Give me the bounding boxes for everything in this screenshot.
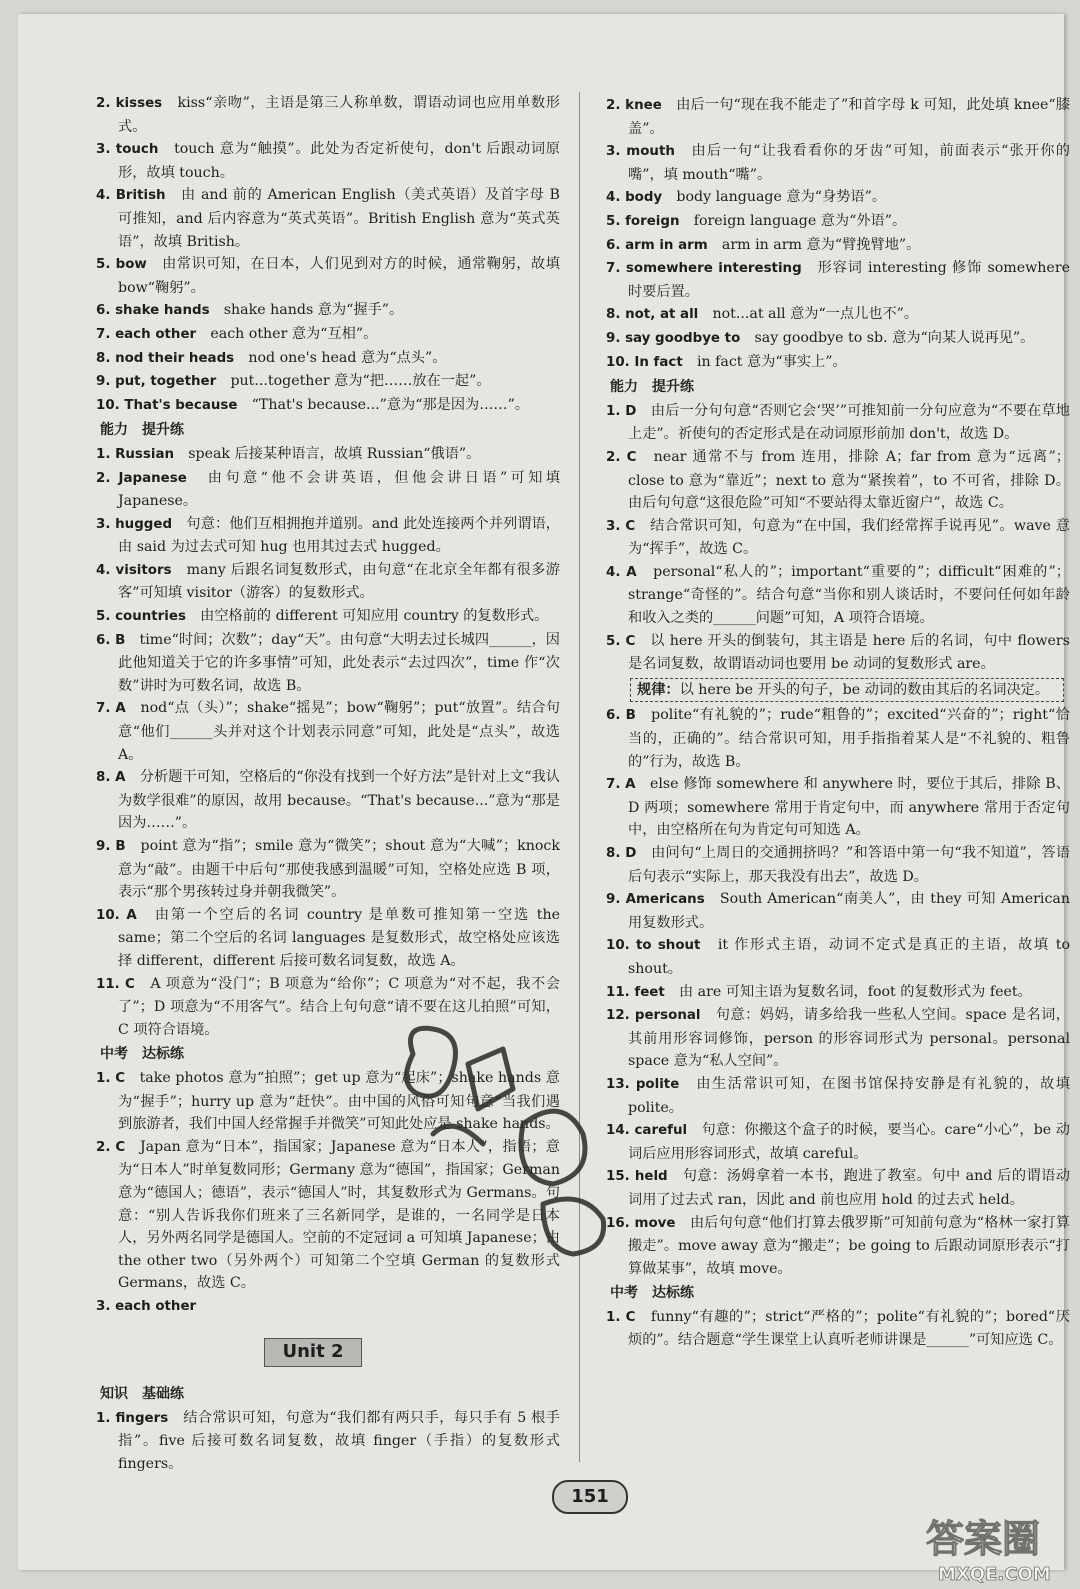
answer-entry (592, 1212, 1070, 1281)
answer-number: 5. foreign (606, 213, 680, 229)
answer-entry (82, 1295, 560, 1319)
answer-entry (592, 773, 1070, 842)
answer-entry (82, 347, 560, 371)
answer-number: 3. touch (96, 142, 159, 158)
answer-entry (592, 1165, 1070, 1211)
answer-entry (592, 94, 1070, 140)
answer-number: 3. mouth (606, 144, 675, 160)
rule-note-box (630, 678, 1064, 703)
answer-explanation: Japan 意为“日本”，指国家；Japanese 意为“日本人”，指语；意为“日本人”时单复数同形；Germany 意为“德国”，指国家；German 意为“德国人；德语”，表示“德国人”时，其复数形式为 Germans。句意：“别人告诉我你们班来了三名新同学，是谁的，一名同学是日本人，另外两名同学是德国人。空前的不定冠词 a 可知填 Japanese；由 the other two（另外两个）可知第二个空填 German 的复数形式 Germans，故选 C。 (118, 1138, 560, 1292)
answer-number: 14. careful (606, 1123, 688, 1139)
answer-number: 4. visitors (96, 562, 172, 578)
answer-explanation: else 修饰 somewhere 和 anywhere 时，要位于其后，排除 B、D 两项；somewhere 常用于肯定句中，而 anywhere 常用于否定句中，由空格所在句为肯定句可知选 A。 (628, 776, 1070, 839)
answer-number: 1. Russian (96, 446, 175, 462)
answer-number: 8. nod their heads (96, 350, 235, 366)
answer-explanation: nod“点（头）”；shake“摇晃”；bow“鞠躬”；put“放置”。结合句意“他们______头并对这个计划表示同意”可知，此处是“点头”，故选 A。 (118, 700, 560, 763)
answer-explanation: funny“有趣的”；strict“严格的”；polite“有礼貌的”；bored“厌烦的”。结合题意“学生课堂上认真听老师讲课是______”可知应选 C。 (628, 1308, 1070, 1349)
answer-explanation: speak 后接某种语言，故填 Russian“俄语”。 (188, 445, 481, 462)
answer-number: 8. not, at all (606, 307, 699, 323)
answer-number: 3. C (606, 518, 636, 534)
answer-explanation: 由常识可知，在日本，人们见到对方的时候，通常鞠躬，故填 bow“鞠躬”。 (118, 256, 560, 296)
answer-explanation: each other 意为“互相”。 (210, 325, 378, 342)
answer-entry (592, 981, 1070, 1005)
answer-number: 2. Japanese (96, 470, 187, 486)
section-heading-exam: 中考 达标练 (610, 1285, 694, 1302)
answer-explanation: 由生活常识可知，在图书馆保持安静是有礼貌的，故填 polite。 (628, 1075, 1070, 1116)
answer-entry (592, 327, 1070, 351)
answer-entry (592, 1306, 1070, 1352)
answer-explanation: take photos 意为“拍照”；get up 意为“起床”；shake hands 意为“握手”；hurry up 意为“赶快”。由中国的风俗可知句意“当我们遇到旅游者，我们中国人经常握手并微笑”可知此处应是 shake hands。 (118, 1069, 560, 1133)
answer-entry (592, 888, 1070, 934)
answer-explanation: polite“有礼貌的”；rude“粗鲁的”；excited“兴奋的”；right“恰当的，正确的”。结合常识可知，用手指指着某人是“不礼貌的、粗鲁的”行为，故选 B。 (628, 707, 1070, 770)
answer-number: 12. personal (606, 1008, 701, 1024)
answer-entry (82, 467, 560, 513)
section-heading-ability: 能力 提升练 (100, 422, 184, 439)
unit-title: Unit 2 (264, 1338, 362, 1367)
answer-number: 6. arm in arm (606, 237, 708, 253)
answer-number: 2. kisses (96, 96, 163, 111)
answer-entry (82, 559, 560, 605)
answer-explanation: “That's because...”意为“那是因为……”。 (251, 396, 530, 413)
answer-explanation: touch 意为“触摸”。此处为否定祈使句，don't 后跟动词原形，故填 touch。 (118, 141, 560, 181)
answer-explanation: body language 意为“身势语”。 (676, 189, 887, 206)
answer-entry (592, 842, 1070, 888)
answer-explanation: kiss“亲吻”，主语是第三人称单数，谓语动词也应用单数形式。 (118, 95, 560, 135)
answer-entry (592, 140, 1070, 186)
watermark-text: 答案圈 (926, 1517, 1041, 1561)
answer-explanation: 由第一个空后的名词 country 是单数可推知第一空选 the same；第二个空后的名词 languages 是复数形式，故空格处应该选择 different，different 后接可数名词复数，故选 A。 (118, 906, 560, 969)
answer-entry (592, 704, 1070, 773)
answer-entry (82, 184, 560, 253)
answer-number: 7. each other (96, 326, 197, 342)
answer-number: 1. D (606, 403, 637, 419)
answer-explanation: foreign language 意为“外语”。 (693, 212, 907, 229)
answer-explanation: 句意：你搬这个盒子的时候，要当心。care“小心”，be 动词后应用形容词形式，故填 careful。 (628, 1122, 1070, 1162)
answer-number: 6. shake hands (96, 303, 210, 319)
answer-number: 9. say goodbye to (606, 330, 741, 346)
answer-explanation: 句意：妈妈，请多给我一些私人空间。space 是名词，其前用形容词修饰，person 的形容词形式为 personal。personal space 意为“私人空间”。 (628, 1007, 1070, 1070)
answer-number: 6. B (606, 708, 636, 724)
answer-entry (592, 446, 1070, 515)
answer-entry (592, 186, 1070, 210)
answer-explanation: point 意为“指”；smile 意为“微笑”；shout 意为“大喊”；knock 意为“敲”。由题干中后句“那使我感到温暖”可知，空格处应选 B 项，表示“那个男孩转过身并朝我微笑”。 (118, 838, 560, 901)
answer-entry (82, 1407, 560, 1476)
answer-entry (82, 253, 560, 299)
rule-text: 以 here be 开头的句子，be 动词的数由其后的名词决定。 (679, 681, 1050, 698)
answer-number: 4. A (606, 564, 637, 580)
answer-number: 10. to shout (606, 938, 701, 954)
answer-number: 15. held (606, 1169, 668, 1185)
answer-entry (82, 605, 560, 629)
answer-number: 3. each other (96, 1298, 197, 1314)
answer-entry (592, 515, 1070, 561)
workbook-page (18, 14, 1071, 1585)
answer-entry (592, 257, 1070, 303)
answer-explanation: 由后一分句句意“否则它会‘哭’”可推知前一分句应意为“不要在草地上走”。祈使句的否定形式是在动词原形前加 don't，故选 D。 (628, 402, 1070, 443)
answer-number: 11. C (96, 976, 135, 992)
answer-entry (82, 766, 560, 835)
right-column (592, 94, 1070, 1352)
answer-entry (592, 234, 1070, 258)
answer-number: 10. In fact (606, 354, 683, 370)
answer-entry (82, 299, 560, 323)
answer-explanation: it 作形式主语，动词不定式是真正的主语，故填 to shout。 (628, 937, 1070, 977)
answer-number: 2. knee (606, 98, 662, 113)
answer-entry (82, 904, 560, 973)
answer-number: 8. A (96, 770, 126, 786)
answer-number: 10. A (96, 907, 137, 923)
answer-number: 5. bow (96, 257, 147, 273)
answer-entry (592, 630, 1070, 676)
answer-entry (82, 697, 560, 766)
answer-entry (82, 138, 560, 184)
answer-entry (592, 561, 1070, 630)
answer-explanation: nod one's head 意为“点头”。 (248, 349, 447, 366)
answer-entry (82, 835, 560, 904)
answer-entry (592, 1119, 1070, 1165)
answer-number: 8. D (606, 846, 637, 861)
answer-number: 4. British (96, 188, 166, 204)
answer-explanation: say goodbye to sb. 意为“向某人说再见”。 (754, 329, 1035, 346)
answer-number: 5. countries (96, 609, 186, 625)
answer-entry (82, 92, 560, 138)
answer-entry (592, 210, 1070, 234)
answer-number: 13. polite (606, 1076, 680, 1092)
answer-entry (592, 1004, 1070, 1073)
answer-entry (82, 513, 560, 559)
answer-explanation: near 通常不与 from 连用，排除 A；far from 意为“远离”；close to 意为“靠近”；next to 意为“紧挨着”，to 不可省，排除 D。由后句句意“这很危险”可知“不要站得太靠近窗户”，故选 C。 (628, 448, 1070, 512)
rule-label: 规律： (637, 681, 680, 698)
answer-entry (82, 323, 560, 347)
answer-explanation: time“时间；次数”；day“天”。由句意“大明去过长城四______，因此他知道关于它的许多事情”可知，此处表示“去过四次”，time 作“次数”讲时为可数名词，故选 B。 (118, 631, 560, 694)
answer-explanation: 由后一句“现在我不能走了”和首字母 k 可知，此处填 knee“膝盖”。 (628, 97, 1070, 137)
answer-number: 6. B (96, 632, 126, 648)
answer-number: 9. Americans (606, 892, 705, 908)
answer-entry (592, 1073, 1070, 1119)
answer-entry (82, 370, 560, 394)
answer-explanation: put...together 意为“把……放在一起”。 (230, 373, 491, 390)
answer-number: 1. fingers (96, 1410, 169, 1426)
answer-explanation: 句意：汤姆拿着一本书，跑进了教室。句中 and 后的谓语动词用了过去式 ran，因此 and 前也应用 hold 的过去式 held。 (628, 1168, 1070, 1208)
answer-explanation: 形容词 interesting 修饰 somewhere 时要后置。 (628, 260, 1070, 300)
answer-explanation: personal“私人的”；important“重要的”；difficult“困难的”；strange“奇怪的”。结合句意“当你和别人谈话时，不要问任何如年龄和收入之类的______问题”可知，A 项符合语境。 (628, 563, 1070, 627)
answer-explanation: 句意：他们互相拥抱并道别。and 此处连接两个并列谓语，由 said 为过去式可知 hug 也用其过去式 hugged。 (118, 515, 560, 556)
answer-number: 7. A (606, 777, 636, 793)
answer-explanation: arm in arm 意为“臂挽臂地”。 (721, 236, 921, 253)
answer-explanation: 由空格前的 different 可知应用 country 的复数形式。 (200, 608, 549, 625)
answer-entry (592, 934, 1070, 980)
answer-explanation: 由后句句意“他们打算去俄罗斯”可知前句意为“格林一家打算搬走”。move away 意为“搬走”；be going to 后跟动词原形表示“打算做某事”，故填 move。 (628, 1214, 1070, 1277)
answer-entry (82, 629, 560, 698)
answer-entry (82, 443, 560, 467)
answer-number: 7. somewhere interesting (606, 261, 802, 277)
answer-explanation: South American“南美人”，由 they 可知 American 用复数形式。 (628, 891, 1070, 931)
answer-explanation: 由 and 前的 American English（美式英语）及首字母 B 可推知，and 后内容意为“英式英语”。British English 意为“英式英语”，故填 British。 (118, 187, 560, 250)
answer-number: 9. B (96, 839, 126, 854)
answer-explanation: shake hands 意为“握手”。 (223, 302, 404, 319)
answer-number: 7. A (96, 701, 126, 717)
page-number: 151 (552, 1480, 628, 1514)
answer-number: 10. That's because (96, 397, 238, 413)
answer-explanation: many 后跟名词复数形式，由句意“在北京全年都有很多游客”可知填 visitor（游客）的复数形式。 (118, 561, 560, 602)
answer-explanation: 以 here 开头的倒装句，其主语是 here 后的名词，句中 flowers 是名词复数，故谓语动词也要用 be 动词的复数形式 are。 (628, 632, 1070, 673)
answer-entry (82, 394, 560, 418)
answer-number: 3. hugged (96, 516, 173, 532)
watermark-url: MXQE.COM (938, 1564, 1051, 1585)
answer-explanation: 由句意“他不会讲英语，但他会讲日语”可知填 Japanese。 (118, 469, 560, 510)
answer-number: 2. C (96, 1139, 126, 1155)
answer-explanation: in fact 意为“事实上”。 (696, 353, 847, 370)
section-heading-exam: 中考 达标练 (100, 1046, 184, 1063)
answer-explanation: 分析题干可知，空格后的“你没有找到一个好方法”是针对上文“我认为数学很难”的原因，故用 because。“That's because...”意为“那是因为……”。 (118, 769, 560, 832)
answer-number: 2. C (606, 449, 637, 465)
answer-number: 9. put, together (96, 374, 217, 390)
answer-number: 1. C (96, 1070, 126, 1086)
section-heading-ability: 能力 提升练 (610, 379, 694, 396)
answer-explanation: 结合常识可知，句意为“我们都有两只手，每只手有 5 根手指”。five 后接可数名词复数，故填 finger（手指）的复数形式 fingers。 (118, 1409, 560, 1472)
answer-number: 1. C (606, 1309, 636, 1325)
answer-explanation: A 项意为“没门”；B 项意为“给你”；C 项意为“对不起，我不会了”；D 项意为“不用客气”。结合上句句意“请不要在这儿拍照”可知，C 项符合语境。 (118, 975, 560, 1038)
answer-explanation: 结合常识可知，句意为“在中国，我们经常挥手说再见”。wave 意为“挥手”，故选 C。 (628, 517, 1070, 558)
answer-explanation: 由 are 可知主语为复数名词，foot 的复数形式为 feet。 (678, 983, 1032, 1000)
answer-number: 11. feet (606, 984, 665, 1000)
answer-number: 4. body (606, 190, 663, 206)
answer-number: 16. move (606, 1215, 676, 1231)
handwritten-stamp (393, 1014, 643, 1269)
answer-entry (592, 351, 1070, 375)
answer-explanation: not...at all 意为“一点儿也不”。 (712, 306, 919, 323)
answer-explanation: 由问句“上周日的交通拥挤吗？”和答语中第一句“我不知道”，答语后句表示“实际上，那天我没有出去”，故选 D。 (628, 845, 1071, 885)
answer-number: 5. C (606, 633, 636, 649)
answer-entry (592, 400, 1070, 446)
answer-explanation: 由后一句“让我看看你的牙齿”可知，前面表示“张开你的嘴”，填 mouth“嘴”。 (628, 143, 1070, 183)
answer-entry (592, 303, 1070, 327)
section-heading-knowledge: 知识 基础练 (100, 1386, 184, 1403)
watermark-logo (918, 1504, 1080, 1589)
